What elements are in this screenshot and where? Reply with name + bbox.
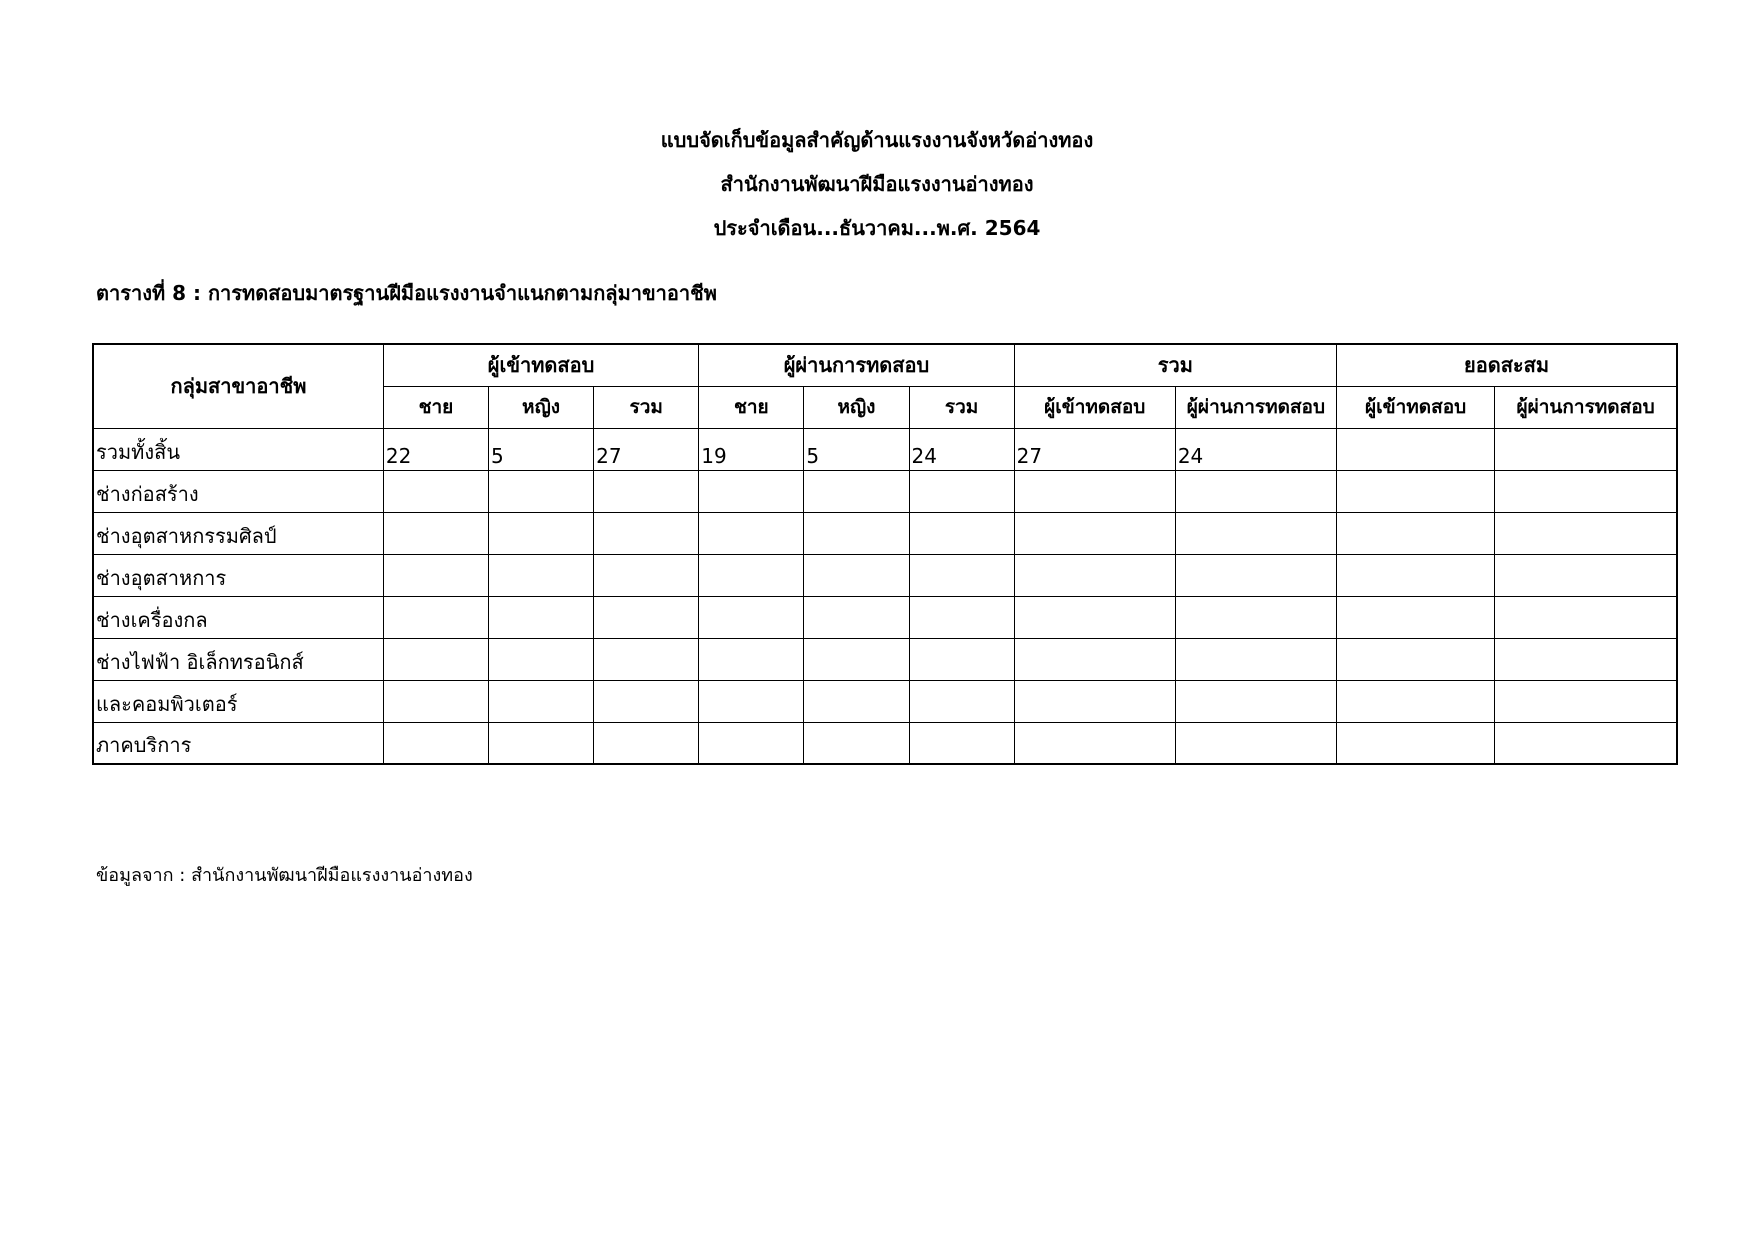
document-header bbox=[0, 118, 1754, 250]
row-label: และคอมพิวเตอร์ bbox=[93, 680, 383, 722]
table-cell bbox=[594, 722, 699, 764]
table-cell bbox=[1337, 638, 1495, 680]
table-row bbox=[93, 596, 1677, 638]
sub-header: รวม bbox=[594, 386, 699, 428]
table-cell: 27 bbox=[1014, 428, 1175, 470]
table-cell: 19 bbox=[699, 428, 804, 470]
sub-header: ผู้ผ่านการทดสอบ bbox=[1175, 386, 1336, 428]
table-cell bbox=[1337, 512, 1495, 554]
group-header-cumulative: ยอดสะสม bbox=[1337, 344, 1677, 386]
table-cell bbox=[1175, 554, 1336, 596]
table-row bbox=[93, 680, 1677, 722]
table-cell bbox=[1014, 722, 1175, 764]
table-cell bbox=[383, 680, 488, 722]
table-cell bbox=[909, 512, 1014, 554]
row-label: รวมทั้งสิ้น bbox=[93, 428, 383, 470]
row-label: ช่างก่อสร้าง bbox=[93, 470, 383, 512]
table-cell bbox=[909, 638, 1014, 680]
table-cell bbox=[699, 470, 804, 512]
table-row bbox=[93, 428, 1677, 470]
sub-header: ชาย bbox=[383, 386, 488, 428]
table-cell bbox=[594, 554, 699, 596]
table-cell bbox=[909, 470, 1014, 512]
table-cell bbox=[594, 512, 699, 554]
group-header-passed: ผู้ผ่านการทดสอบ bbox=[699, 344, 1014, 386]
row-label: ช่างไฟฟ้า อิเล็กทรอนิกส์ bbox=[93, 638, 383, 680]
table-cell bbox=[909, 722, 1014, 764]
table-cell bbox=[488, 638, 593, 680]
row-label: ช่างอุตสาหกรรมศิลป์ bbox=[93, 512, 383, 554]
table-cell bbox=[804, 722, 909, 764]
table-cell: 22 bbox=[383, 428, 488, 470]
table-cell bbox=[1337, 554, 1495, 596]
table-cell bbox=[804, 638, 909, 680]
group-header-total: รวม bbox=[1014, 344, 1336, 386]
table-cell bbox=[594, 638, 699, 680]
table-cell bbox=[383, 596, 488, 638]
sub-header: รวม bbox=[909, 386, 1014, 428]
table-cell bbox=[1014, 680, 1175, 722]
table-cell: 5 bbox=[488, 428, 593, 470]
table-row bbox=[93, 470, 1677, 512]
sub-header: ผู้เข้าทดสอบ bbox=[1014, 386, 1175, 428]
group-header-examinees: ผู้เข้าทดสอบ bbox=[383, 344, 698, 386]
skill-test-table bbox=[92, 343, 1678, 765]
header-row-groups bbox=[93, 344, 1677, 386]
table-body bbox=[93, 428, 1677, 764]
table-cell bbox=[488, 596, 593, 638]
office-name: สำนักงานพัฒนาฝีมือแรงงานอ่างทอง bbox=[720, 172, 1034, 196]
table-cell bbox=[488, 554, 593, 596]
table-cell bbox=[1175, 470, 1336, 512]
table-row bbox=[93, 722, 1677, 764]
table-cell bbox=[383, 638, 488, 680]
table-cell bbox=[383, 722, 488, 764]
table-cell bbox=[488, 470, 593, 512]
table-cell bbox=[1014, 596, 1175, 638]
table-caption: ตารางที่ 8 : การทดสอบมาตรฐานฝีมือแรงงานจำแนกตามกลุ่มาขาอาชีพ bbox=[96, 281, 717, 305]
table-cell: 24 bbox=[1175, 428, 1336, 470]
table-cell bbox=[1337, 680, 1495, 722]
table-cell bbox=[699, 638, 804, 680]
table-cell bbox=[909, 596, 1014, 638]
table-cell bbox=[1337, 470, 1495, 512]
table-cell bbox=[909, 680, 1014, 722]
table-cell bbox=[699, 512, 804, 554]
table-cell bbox=[804, 554, 909, 596]
table-cell bbox=[1014, 554, 1175, 596]
table-cell bbox=[1495, 554, 1677, 596]
table-cell bbox=[1495, 596, 1677, 638]
table-cell bbox=[804, 512, 909, 554]
sub-header: ผู้ผ่านการทดสอบ bbox=[1495, 386, 1677, 428]
table-cell bbox=[804, 596, 909, 638]
table-cell bbox=[1014, 512, 1175, 554]
table-cell bbox=[1495, 638, 1677, 680]
table-cell bbox=[1014, 638, 1175, 680]
table-cell bbox=[383, 554, 488, 596]
table-cell bbox=[1495, 680, 1677, 722]
table-cell bbox=[488, 722, 593, 764]
sub-header: หญิง bbox=[804, 386, 909, 428]
row-label: ช่างเครื่องกล bbox=[93, 596, 383, 638]
table-cell bbox=[1337, 722, 1495, 764]
table-cell bbox=[1175, 722, 1336, 764]
sub-header: ชาย bbox=[699, 386, 804, 428]
table-cell bbox=[804, 470, 909, 512]
table-cell bbox=[1175, 680, 1336, 722]
table-cell bbox=[1337, 428, 1495, 470]
table-cell bbox=[488, 680, 593, 722]
table-cell bbox=[594, 596, 699, 638]
table-cell bbox=[804, 680, 909, 722]
table-row bbox=[93, 512, 1677, 554]
table-cell bbox=[1014, 470, 1175, 512]
table-cell bbox=[1495, 722, 1677, 764]
table-cell: 27 bbox=[594, 428, 699, 470]
table-cell bbox=[1175, 512, 1336, 554]
table-cell bbox=[383, 512, 488, 554]
table-cell bbox=[699, 596, 804, 638]
table-cell bbox=[909, 554, 1014, 596]
table-cell: 24 bbox=[909, 428, 1014, 470]
table-cell bbox=[1495, 428, 1677, 470]
table-cell bbox=[594, 470, 699, 512]
table-cell bbox=[699, 680, 804, 722]
data-source-note: ข้อมูลจาก : สำนักงานพัฒนาฝีมือแรงงานอ่างทอง bbox=[96, 865, 473, 886]
table-cell bbox=[1175, 596, 1336, 638]
row-label: ช่างอุตสาหการ bbox=[93, 554, 383, 596]
table-row bbox=[93, 554, 1677, 596]
table-cell: 5 bbox=[804, 428, 909, 470]
table-cell bbox=[1337, 596, 1495, 638]
table-cell bbox=[1175, 638, 1336, 680]
table-cell bbox=[1495, 512, 1677, 554]
table-cell bbox=[383, 470, 488, 512]
sub-header: ผู้เข้าทดสอบ bbox=[1337, 386, 1495, 428]
row-label: ภาคบริการ bbox=[93, 722, 383, 764]
table-cell bbox=[488, 512, 593, 554]
sub-header: หญิง bbox=[488, 386, 593, 428]
table-cell bbox=[594, 680, 699, 722]
table-row bbox=[93, 638, 1677, 680]
table-cell bbox=[699, 722, 804, 764]
table-cell bbox=[1495, 470, 1677, 512]
table-cell bbox=[699, 554, 804, 596]
category-header: กลุ่มสาขาอาชีพ bbox=[93, 344, 383, 428]
document-title: แบบจัดเก็บข้อมูลสำคัญด้านแรงงานจังหวัดอ่างทอง bbox=[660, 128, 1094, 152]
report-period: ประจำเดือน...ธันวาคม...พ.ศ. 2564 bbox=[713, 216, 1041, 240]
